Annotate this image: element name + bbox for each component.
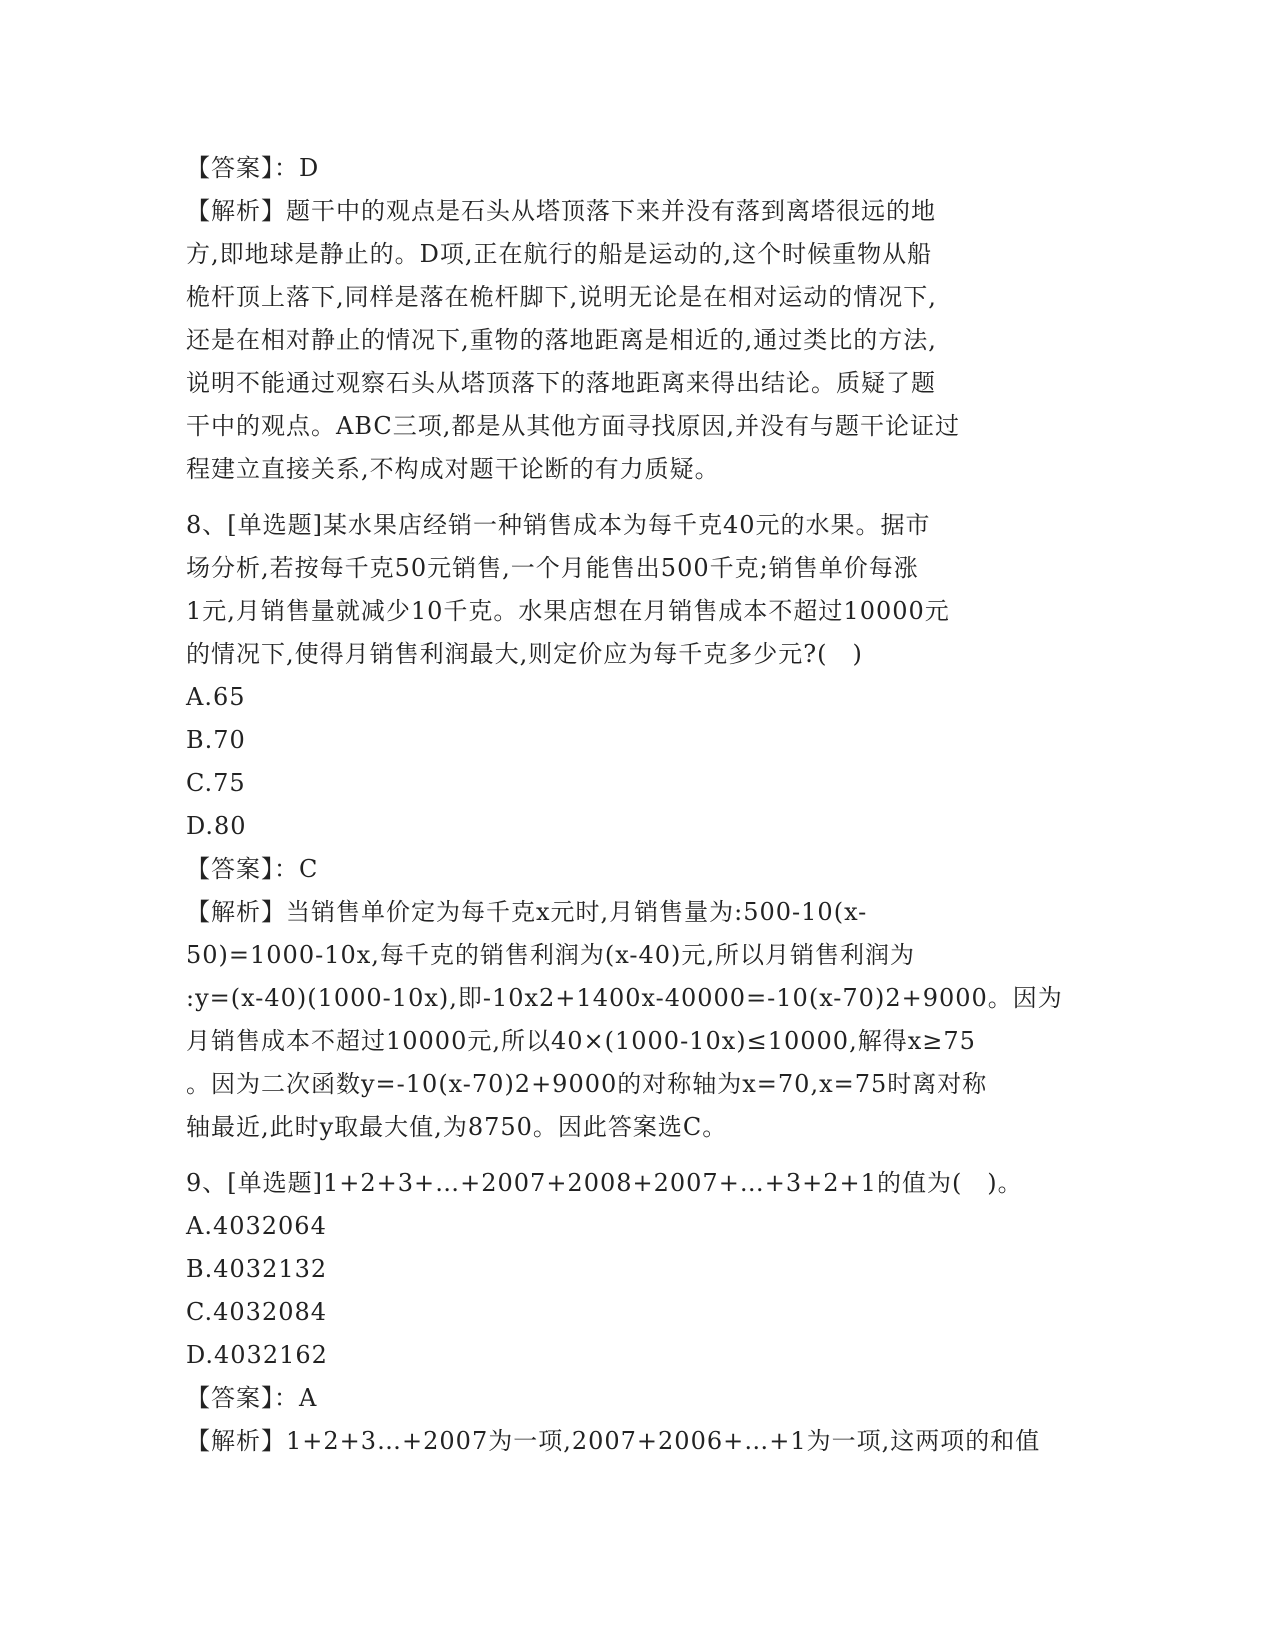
q8-option-a: A.65: [186, 683, 246, 711]
q8-stem-line: 8、[单选题]某水果店经销一种销售成本为每千克40元的水果。据市: [186, 511, 931, 539]
q9-option-b: B.4032132: [186, 1255, 328, 1283]
q7-analysis-line: 说明不能通过观察石头从塔顶落下的落地距离来得出结论。质疑了题: [186, 369, 936, 397]
q8-stem-line: 的情况下,使得月销售利润最大,则定价应为每千克多少元?( ): [186, 640, 863, 668]
q7-analysis-line: 还是在相对静止的情况下,重物的落地距离是相近的,通过类比的方法,: [186, 326, 937, 354]
q8-analysis-line: 。因为二次函数y=-10(x-70)2+9000的对称轴为x=70,x=75时离对称: [186, 1070, 988, 1098]
q8-option-c: C.75: [186, 769, 246, 797]
q8-answer: 【答案】：C: [186, 855, 319, 883]
q8-stem-line: 1元,月销售量就减少10千克。水果店想在月销售成本不超过10000元: [186, 597, 950, 625]
q9-option-c: C.4032084: [186, 1298, 328, 1326]
document-page: [186, 147, 1086, 1463]
q7-answer: 【答案】：D: [186, 154, 320, 182]
section-gap: [186, 491, 1086, 504]
q8-option-b: B.70: [186, 726, 246, 754]
q9-option-d: D.4032162: [186, 1341, 328, 1369]
q8-analysis-line: 轴最近,此时y取最大值,为8750。因此答案选C。: [186, 1113, 728, 1141]
q8-option-d: D.80: [186, 812, 247, 840]
q8-section: [186, 504, 1086, 1149]
section-gap: [186, 1149, 1086, 1162]
q7-analysis-line: 【解析】题干中的观点是石头从塔顶落下来并没有落到离塔很远的地: [186, 197, 936, 225]
q7-analysis-line: 程建立直接关系,不构成对题干论断的有力质疑。: [186, 455, 720, 483]
q7-analysis-line: 桅杆顶上落下,同样是落在桅杆脚下,说明无论是在相对运动的情况下,: [186, 283, 937, 311]
q9-section: [186, 1162, 1086, 1463]
q8-analysis-line: 月销售成本不超过10000元,所以40×(1000-10x)≤10000,解得x≥75: [186, 1027, 976, 1055]
q8-analysis-line: 【解析】当销售单价定为每千克x元时,月销售量为:500-10(x-: [186, 898, 868, 926]
q8-analysis-line: :y=(x-40)(1000-10x),即-10x2+1400x-40000=-10(x-70)2+9000。因为: [186, 984, 1063, 1012]
q7-answer-section: [186, 147, 1086, 491]
q7-analysis-line: 干中的观点。ABC三项,都是从其他方面寻找原因,并没有与题干论证过: [186, 412, 961, 440]
q9-stem-line: 9、[单选题]1+2+3+…+2007+2008+2007+…+3+2+1的值为( )。: [186, 1169, 1023, 1197]
q8-analysis-line: 50)=1000-10x,每千克的销售利润为(x-40)元,所以月销售利润为: [186, 941, 916, 969]
q8-stem-line: 场分析,若按每千克50元销售,一个月能售出500千克;销售单价每涨: [186, 554, 919, 582]
q9-answer: 【答案】：A: [186, 1384, 318, 1412]
q9-option-a: A.4032064: [186, 1212, 327, 1240]
q9-analysis-line: 【解析】1+2+3…+2007为一项,2007+2006+…+1为一项,这两项的和值: [186, 1427, 1041, 1455]
q7-analysis-line: 方,即地球是静止的。D项,正在航行的船是运动的,这个时候重物从船: [186, 240, 933, 268]
